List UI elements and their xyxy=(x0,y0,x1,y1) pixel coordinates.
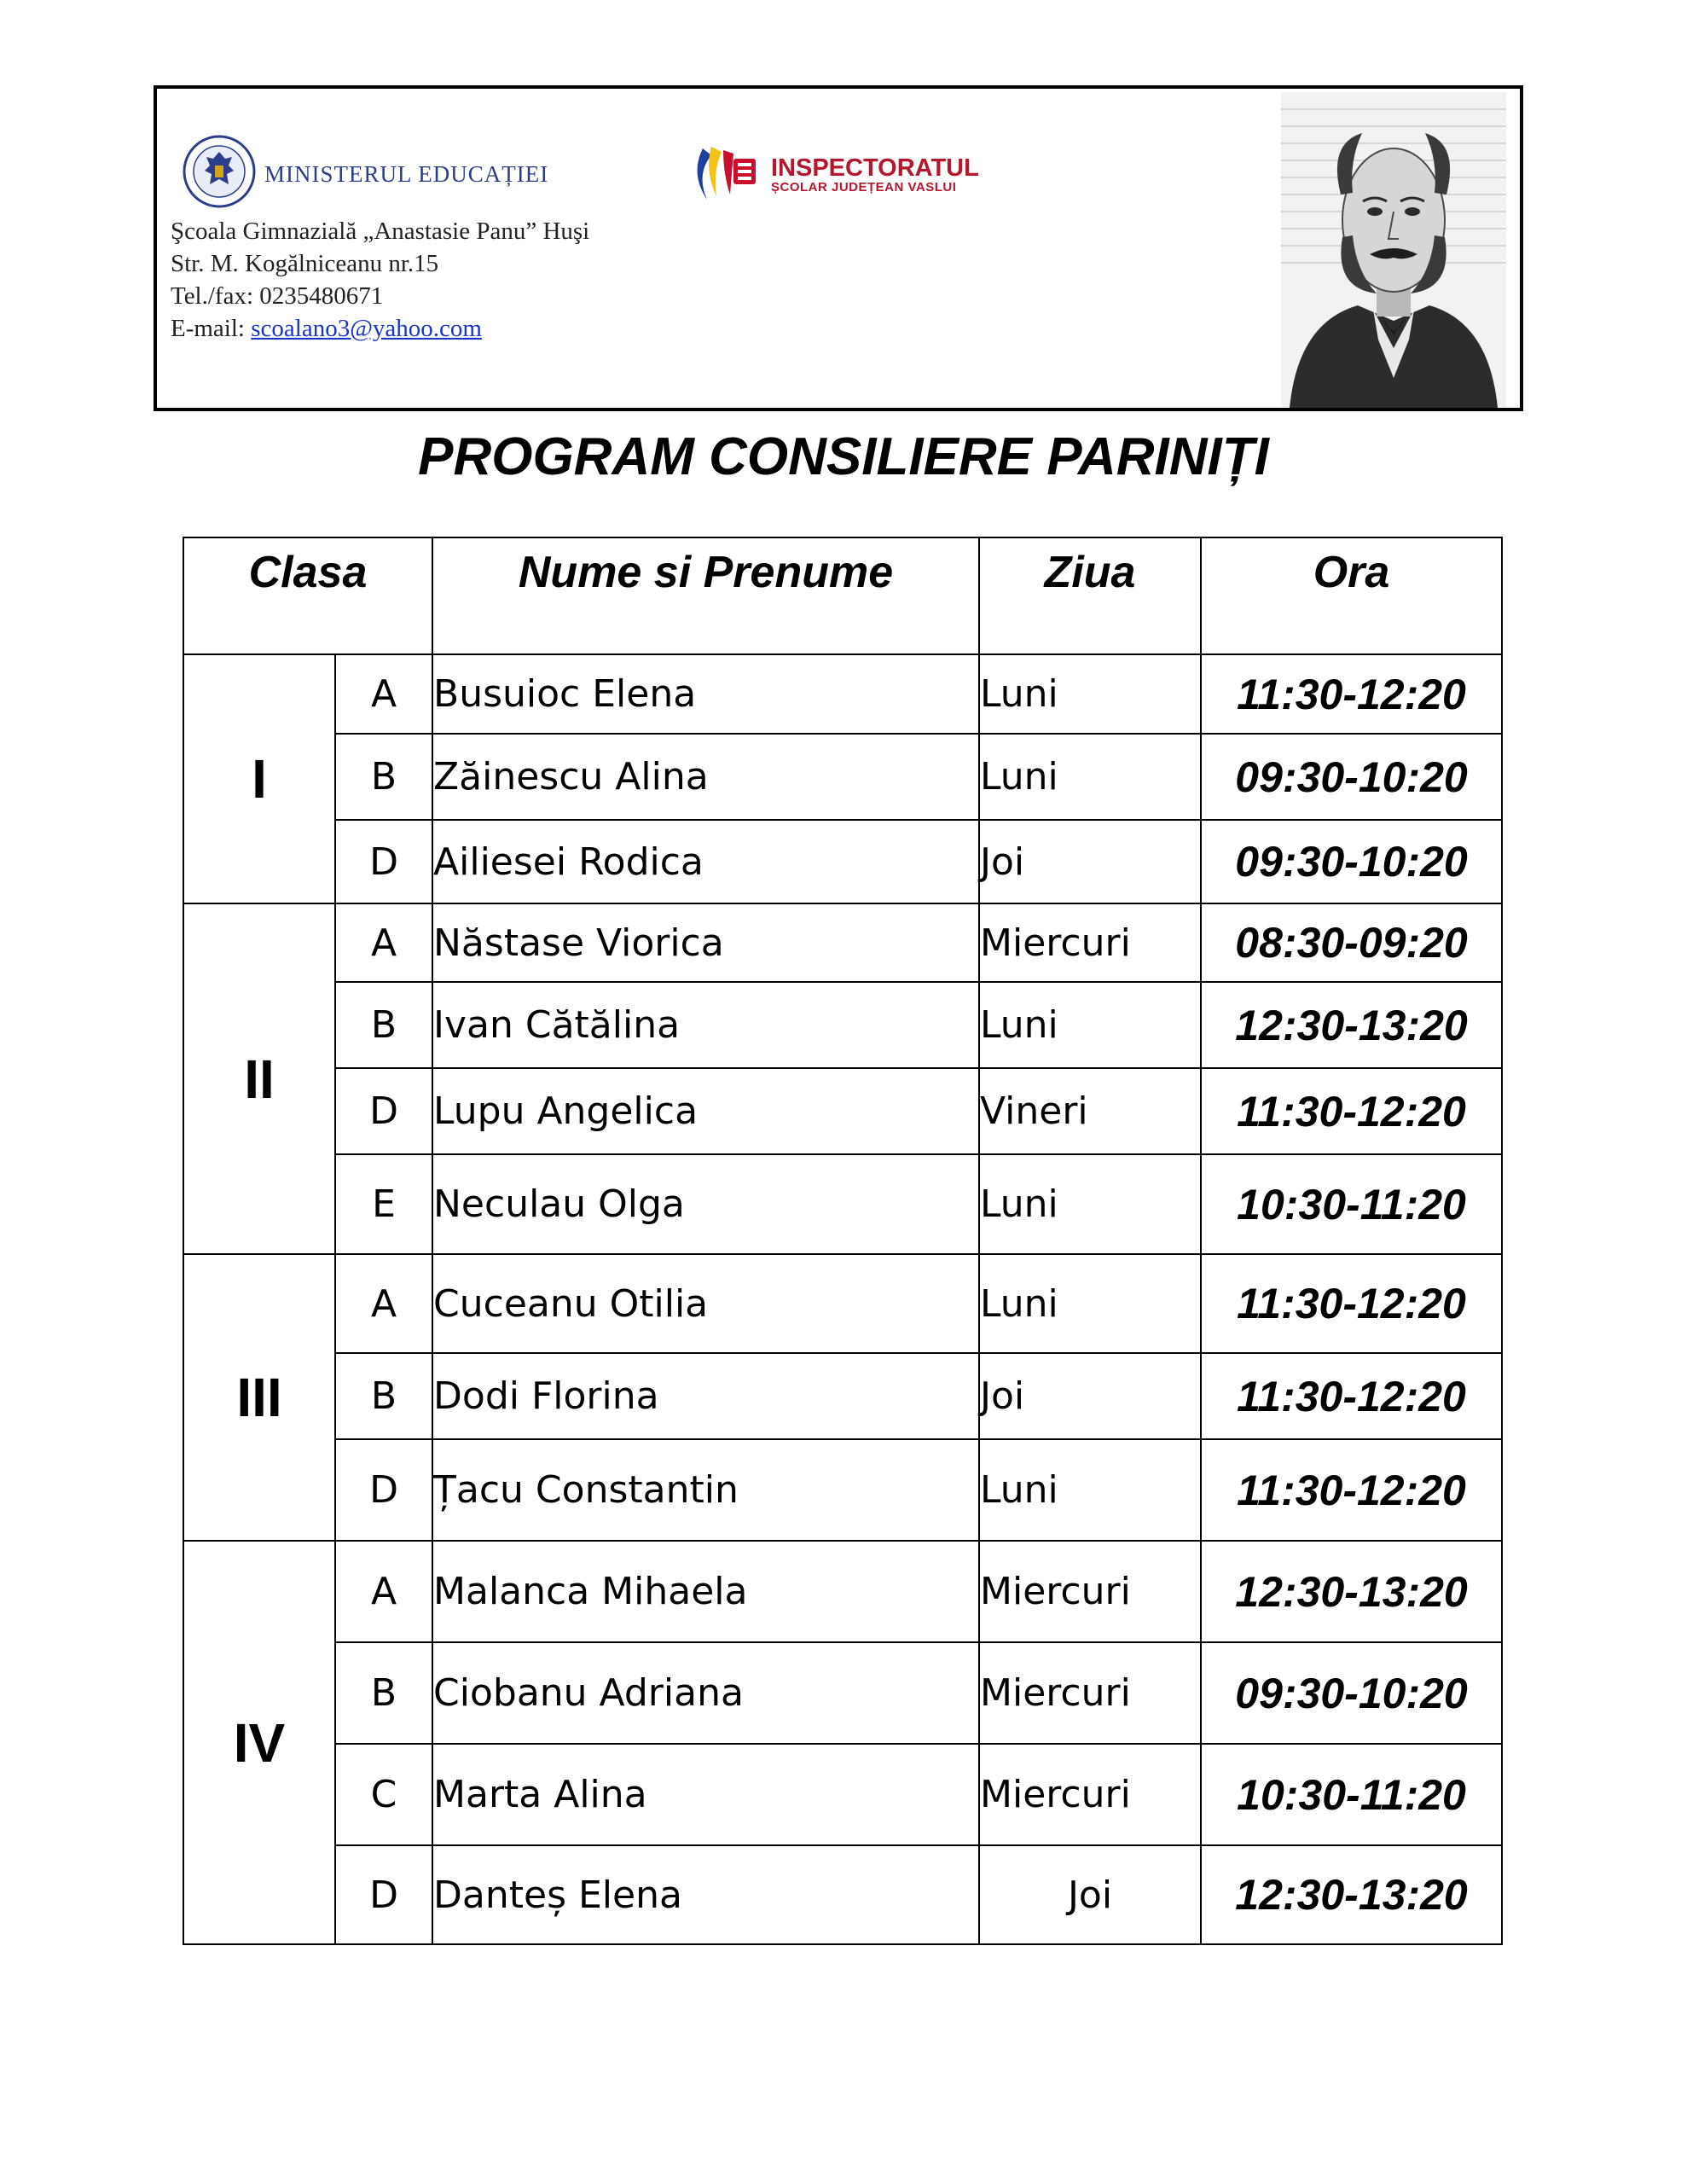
time-slot: 12:30-13:20 xyxy=(1201,1541,1502,1642)
time-slot: 10:30-11:20 xyxy=(1201,1154,1502,1254)
school-name: Şcoala Gimnazială „Anastasie Panu” Huşi xyxy=(171,218,590,245)
weekday: Luni xyxy=(979,1439,1201,1541)
time-slot: 09:30-10:20 xyxy=(1201,734,1502,820)
table-row xyxy=(183,1541,1502,1642)
table-row xyxy=(183,734,1502,820)
table-row xyxy=(183,982,1502,1068)
teacher-name: Cuceanu Otilia xyxy=(432,1254,979,1353)
table-row xyxy=(183,1068,1502,1154)
column-header-nume: Nume si Prenume xyxy=(432,537,979,654)
class-letter: B xyxy=(335,1642,432,1744)
table-header-row xyxy=(183,537,1502,654)
weekday: Vineri xyxy=(979,1068,1201,1154)
class-letter: A xyxy=(335,1254,432,1353)
portrait-engraving xyxy=(1281,92,1506,408)
class-letter: B xyxy=(335,1353,432,1439)
teacher-name: Zăinescu Alina xyxy=(432,734,979,820)
grade-cell: I xyxy=(183,654,335,903)
time-slot: 12:30-13:20 xyxy=(1201,982,1502,1068)
teacher-name: Ivan Cătălina xyxy=(432,982,979,1068)
ministry-logo xyxy=(183,135,548,208)
class-letter: A xyxy=(335,903,432,982)
class-letter: E xyxy=(335,1154,432,1254)
inspectorate-title: INSPECTORATUL xyxy=(771,154,979,182)
time-slot: 11:30-12:20 xyxy=(1201,1353,1502,1439)
teacher-name: Malanca Mihaela xyxy=(432,1541,979,1642)
teacher-name: Neculau Olga xyxy=(432,1154,979,1254)
weekday: Miercuri xyxy=(979,1642,1201,1744)
counseling-schedule-table xyxy=(183,537,1503,1945)
teacher-name: Ailiesei Rodica xyxy=(432,820,979,903)
school-email-line xyxy=(171,312,589,345)
weekday: Luni xyxy=(979,1254,1201,1353)
class-letter: A xyxy=(335,654,432,734)
teacher-name: Busuioc Elena xyxy=(432,654,979,734)
class-letter: D xyxy=(335,1068,432,1154)
time-slot: 09:30-10:20 xyxy=(1201,1642,1502,1744)
weekday: Miercuri xyxy=(979,903,1201,982)
table-row xyxy=(183,1744,1502,1845)
teacher-name: Ciobanu Adriana xyxy=(432,1642,979,1744)
school-contact-info xyxy=(171,215,589,345)
weekday: Luni xyxy=(979,654,1201,734)
weekday: Miercuri xyxy=(979,1541,1201,1642)
inspectorate-emblem-icon xyxy=(686,140,762,210)
table-row xyxy=(183,1353,1502,1439)
romania-coat-of-arms-icon xyxy=(183,135,256,208)
school-address: Str. M. Kogălniceanu nr.15 xyxy=(171,250,439,277)
ministry-name: MINISTERUL EDUCAȚIEI xyxy=(264,160,549,187)
weekday: Luni xyxy=(979,734,1201,820)
weekday: Joi xyxy=(979,820,1201,903)
weekday: Luni xyxy=(979,1154,1201,1254)
time-slot: 11:30-12:20 xyxy=(1201,1068,1502,1154)
grade-cell: III xyxy=(183,1254,335,1541)
teacher-name: Năstase Viorica xyxy=(432,903,979,982)
table-row xyxy=(183,820,1502,903)
grade-cell: II xyxy=(183,903,335,1254)
letterhead xyxy=(154,85,1523,411)
table-row xyxy=(183,1845,1502,1944)
time-slot: 09:30-10:20 xyxy=(1201,820,1502,903)
table-row xyxy=(183,1154,1502,1254)
class-letter: D xyxy=(335,1439,432,1541)
teacher-name: Danteș Elena xyxy=(432,1845,979,1944)
column-header-clasa: Clasa xyxy=(183,537,432,654)
class-letter: B xyxy=(335,982,432,1068)
class-letter: B xyxy=(335,734,432,820)
table-row xyxy=(183,1254,1502,1353)
grade-cell: IV xyxy=(183,1541,335,1944)
class-letter: C xyxy=(335,1744,432,1845)
column-header-ziua: Ziua xyxy=(979,537,1201,654)
time-slot: 10:30-11:20 xyxy=(1201,1744,1502,1845)
inspectorate-subtitle: ȘCOLAR JUDEȚEAN VASLUI xyxy=(771,180,957,195)
time-slot: 08:30-09:20 xyxy=(1201,903,1502,982)
weekday: Joi xyxy=(979,1353,1201,1439)
email-label: E-mail: xyxy=(171,315,252,342)
email-link[interactable]: scoalano3@yahoo.com xyxy=(251,315,482,342)
time-slot: 12:30-13:20 xyxy=(1201,1845,1502,1944)
inspectorate-logo xyxy=(686,140,979,210)
school-phone: Tel./fax: 0235480671 xyxy=(171,282,384,310)
teacher-name: Dodi Florina xyxy=(432,1353,979,1439)
page-title: PROGRAM CONSILIERE PARINIȚI xyxy=(418,427,1269,486)
teacher-name: Marta Alina xyxy=(432,1744,979,1845)
class-letter: A xyxy=(335,1541,432,1642)
teacher-name: Țacu Constantin xyxy=(432,1439,979,1541)
time-slot: 11:30-12:20 xyxy=(1201,654,1502,734)
weekday: Miercuri xyxy=(979,1744,1201,1845)
class-letter: D xyxy=(335,820,432,903)
table-row xyxy=(183,903,1502,982)
table-row xyxy=(183,1642,1502,1744)
weekday: Joi xyxy=(979,1845,1201,1944)
weekday: Luni xyxy=(979,982,1201,1068)
table-row xyxy=(183,1439,1502,1541)
teacher-name: Lupu Angelica xyxy=(432,1068,979,1154)
column-header-ora: Ora xyxy=(1201,537,1502,654)
time-slot: 11:30-12:20 xyxy=(1201,1439,1502,1541)
time-slot: 11:30-12:20 xyxy=(1201,1254,1502,1353)
class-letter: D xyxy=(335,1845,432,1944)
table-row xyxy=(183,654,1502,734)
